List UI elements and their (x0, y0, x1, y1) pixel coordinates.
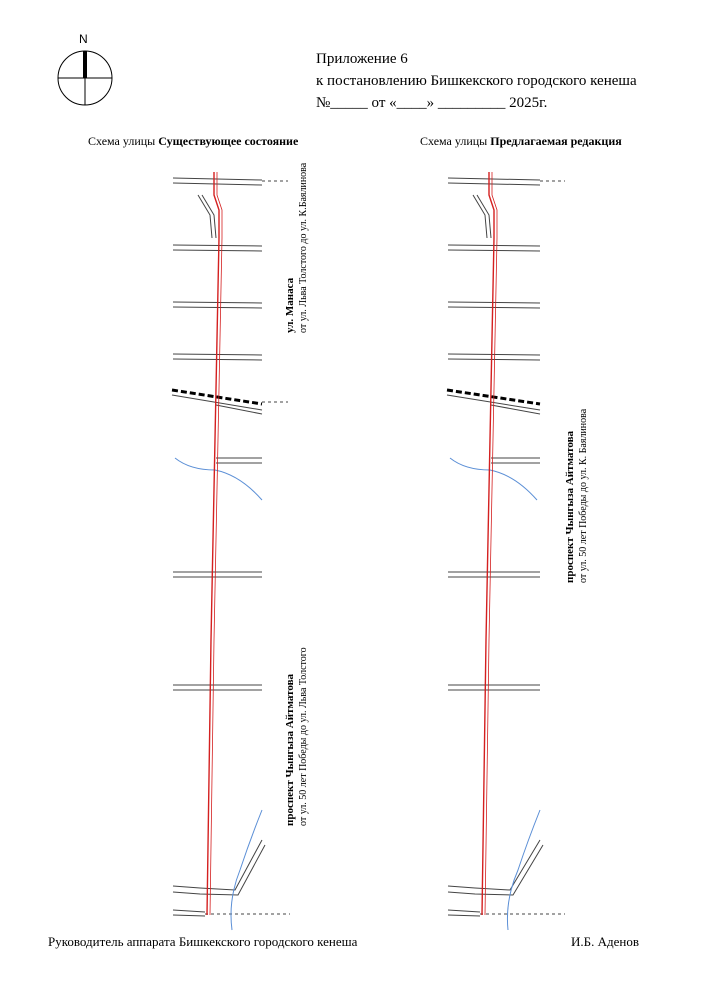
right-caption-prefix: Схема улицы (420, 134, 491, 148)
right-cross-street-top (448, 178, 540, 180)
right-cross-street-3 (448, 354, 540, 360)
right-cross-street-top-2 (448, 183, 540, 185)
right-caption-bold: Предлагаемая редакция (490, 134, 622, 148)
right-side-branch (473, 195, 487, 238)
left-segment1-subtitle: от ул. Льва Толстого до ул. К.Баялинова (298, 162, 309, 333)
left-segment2-subtitle: от ул. 50 лет Победы до ул. Льва Толстого (298, 647, 309, 826)
compass-north-label: N (79, 32, 88, 46)
left-caption-prefix: Схема улицы (88, 134, 159, 148)
footer-position: Руководитель аппарата Бишкекского городского кенеша (48, 934, 358, 949)
left-segment2-title: проспект Чынгыза Айтматова (284, 673, 296, 826)
right-segment-label (563, 409, 591, 583)
right-river-1 (450, 458, 537, 500)
right-side-branch-2 (477, 195, 491, 238)
right-segment-title: проспект Чынгыза Айтматова (564, 430, 576, 583)
right-route-2 (485, 172, 497, 915)
right-segment-subtitle: от ул. 50 лет Победы до ул. К. Баялинова (578, 408, 589, 583)
header-appendix-line: Приложение 6 (316, 51, 408, 67)
right-cross-street-2 (448, 302, 540, 308)
right-bottom-street (448, 910, 480, 916)
right-river-2 (507, 810, 540, 930)
right-cross-street-6 (448, 685, 540, 690)
right-route (482, 172, 494, 915)
right-cross-street-4 (491, 458, 540, 463)
footer-signatory-name: И.Б. Аденов (571, 934, 639, 949)
header-number-date-line: №_____ от «____» _________ 2025г. (316, 95, 548, 111)
header-resolution-line: к постановлению Бишкекского городского кенеша (316, 73, 637, 89)
left-segment1-title: ул. Манаса (284, 277, 296, 333)
right-cross-street-5 (448, 572, 540, 577)
left-caption-bold: Существующее состояние (158, 134, 299, 148)
